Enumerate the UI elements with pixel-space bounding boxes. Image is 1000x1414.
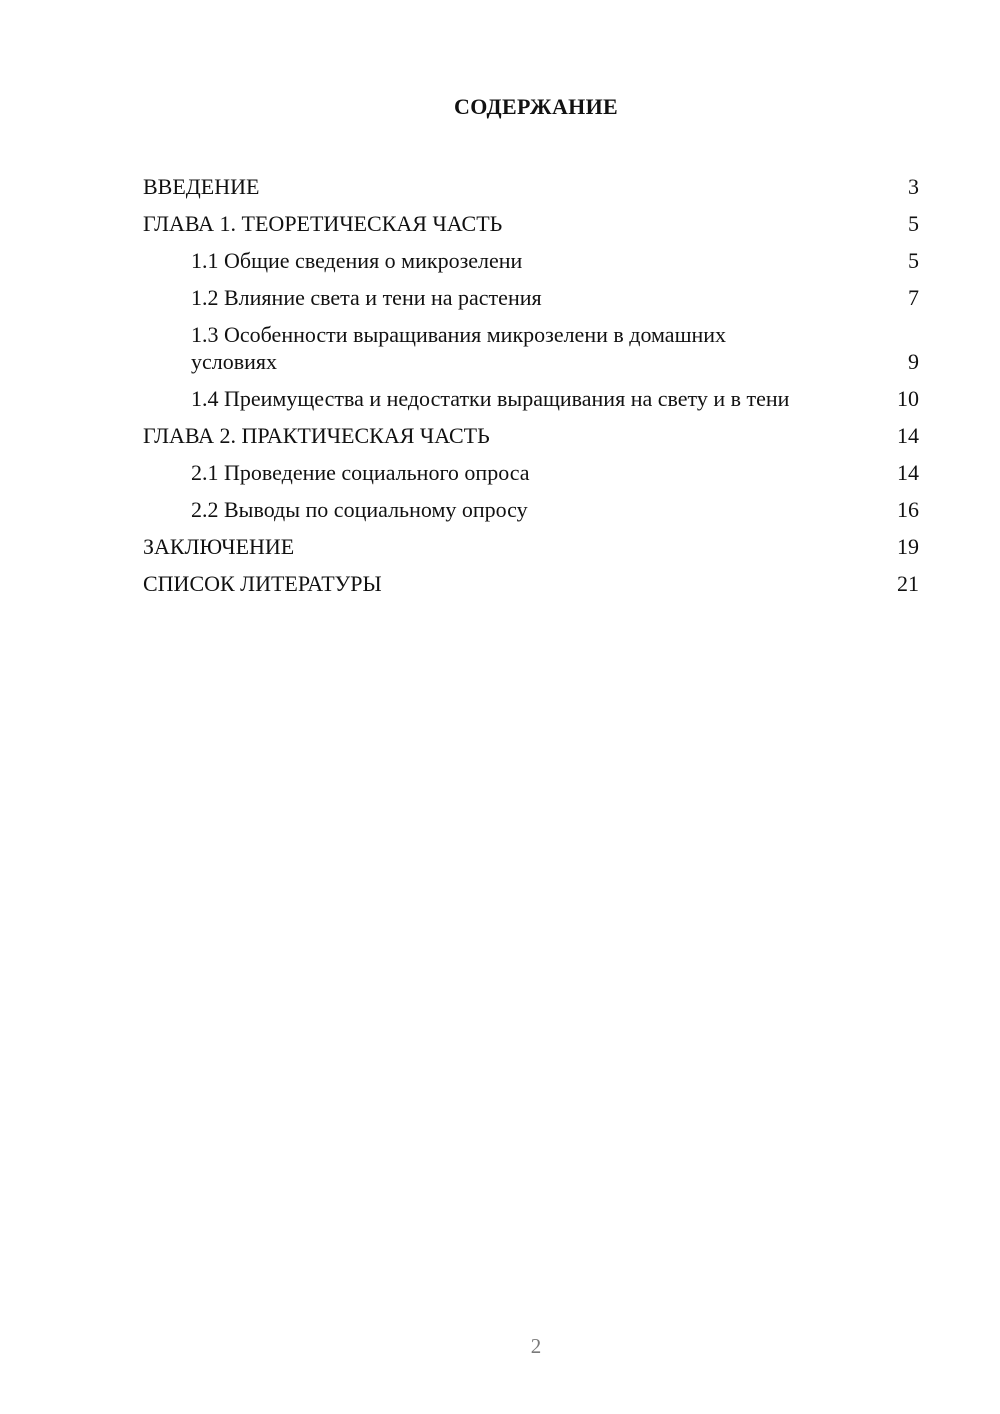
toc-entry-introduction[interactable] xyxy=(143,168,919,205)
toc-entry-page: 14 xyxy=(897,460,919,485)
toc-entry-chapter-1[interactable] xyxy=(143,205,919,242)
toc-entry-page: 16 xyxy=(897,497,919,522)
toc-entry-label: ВВЕДЕНИЕ xyxy=(143,174,260,199)
toc-entry-label: 1.2 Влияние света и тени на растения xyxy=(191,285,542,310)
toc-entry-label: СПИСОК ЛИТЕРАТУРЫ xyxy=(143,571,382,596)
toc-entry-label: 2.2 Выводы по социальному опросу xyxy=(191,497,528,522)
toc-entry-page: 14 xyxy=(897,423,919,448)
toc-entry-page: 5 xyxy=(908,248,919,273)
toc-entry-page: 5 xyxy=(908,211,919,236)
toc-entry-page: 9 xyxy=(908,349,919,374)
toc-entry-section-2-1[interactable] xyxy=(143,454,919,491)
toc-entry-section-1-2[interactable] xyxy=(143,279,919,316)
toc-entry-section-2-2[interactable] xyxy=(143,491,919,528)
toc-entry-section-1-4[interactable] xyxy=(143,380,919,417)
table-of-contents xyxy=(143,168,919,602)
toc-entry-chapter-2[interactable] xyxy=(143,417,919,454)
toc-entry-label: ЗАКЛЮЧЕНИЕ xyxy=(143,534,295,559)
toc-entry-section-1-3[interactable] xyxy=(143,316,919,380)
toc-entry-label: 1.4 Преимущества и недостатки выращивания на свету и в тени xyxy=(191,386,790,411)
toc-entry-label: 1.3 Особенности выращивания микрозелени в домашних условиях xyxy=(191,322,727,374)
toc-entry-page: 21 xyxy=(897,571,919,596)
toc-entry-page: 3 xyxy=(908,174,919,199)
page-number: 2 xyxy=(530,1334,542,1358)
toc-entry-page: 19 xyxy=(897,534,919,559)
toc-entry-label: ГЛАВА 2. ПРАКТИЧЕСКАЯ ЧАСТЬ xyxy=(143,423,490,448)
toc-entry-label: ГЛАВА 1. ТЕОРЕТИЧЕСКАЯ ЧАСТЬ xyxy=(143,211,503,236)
toc-entry-page: 10 xyxy=(897,386,919,411)
toc-entry-references[interactable] xyxy=(143,565,919,602)
toc-entry-label: 1.1 Общие сведения о микрозелени xyxy=(191,248,523,273)
toc-entry-section-1-1[interactable] xyxy=(143,242,919,279)
toc-entry-label: 2.1 Проведение социального опроса xyxy=(191,460,530,485)
page-title: СОДЕРЖАНИЕ xyxy=(454,94,618,119)
toc-entry-page: 7 xyxy=(908,285,919,310)
toc-entry-conclusion[interactable] xyxy=(143,528,919,565)
